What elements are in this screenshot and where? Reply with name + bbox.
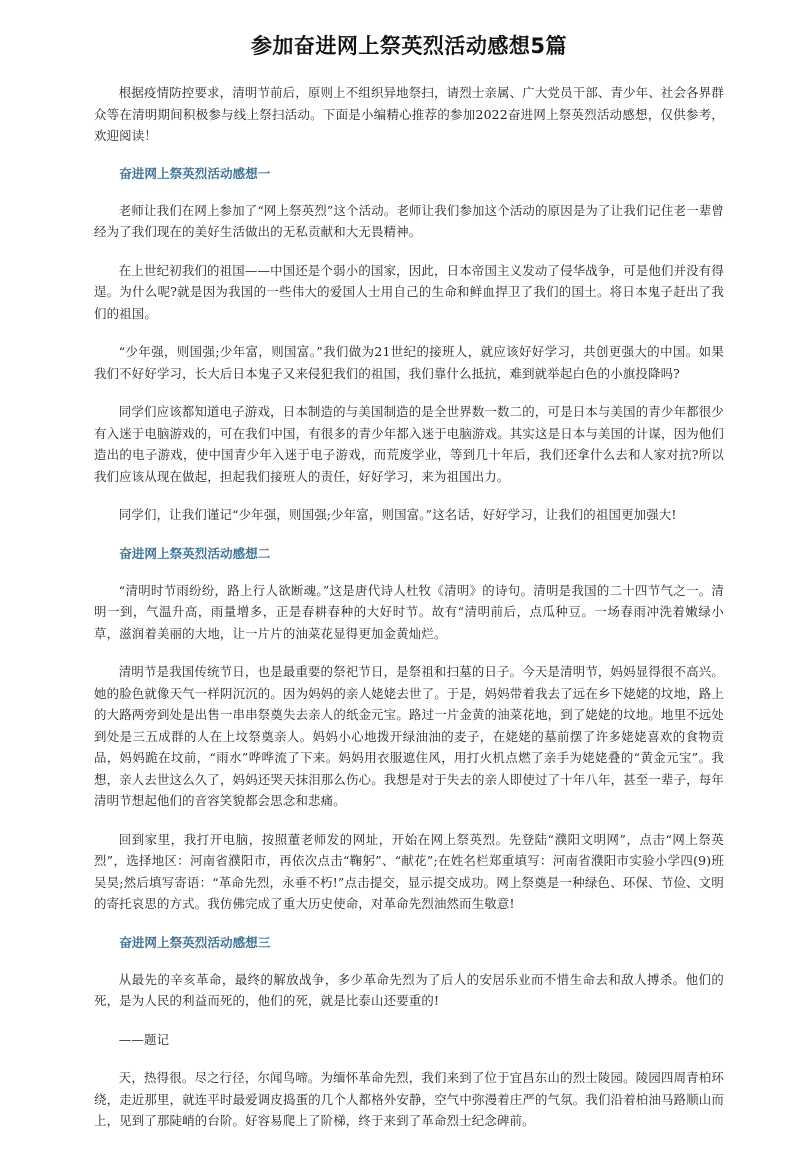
section-paragraph: 在上世纪初我们的祖国——中国还是个弱小的国家，因此，日本帝国主义发动了侵华战争，可是他们并没有得逞。为什么呢?就是因为我国的一些伟大的爱国人士用自己的生命和鲜血捍卫了我们的国土。将日本鬼子赶出了我们的祖国。	[94, 262, 724, 321]
section-paragraph: 同学们，让我们谨记“少年强，则国强;少年富，则国富。”这名话，好好学习，让我们的祖国更加强大!	[118, 507, 677, 522]
document-title: 参加奋进网上祭英烈活动感想5篇	[250, 34, 568, 58]
intro-paragraph: 根据疫情防控要求，清明节前后，原则上不组织异地祭扫，请烈士亲属、广大党员干部、青少年、社会各界群众等在清明期间积极参与线上祭扫活动。下面是小编精心推荐的参加2022奋进网上祭英烈活动感想，仅供参考，欢迎阅读！	[94, 85, 724, 143]
section-paragraph: “清明时节雨纷纷，路上行人欲断魂。”这是唐代诗人杜牧《清明》的诗句。清明是我国的二十四节气之一。清明一到，气温升高，雨量增多，正是春耕春种的大好时节。故有“清明前后，点瓜种豆。一场春雨冲洗着嫩绿小草，滋润着美丽的大地，让一片片的油菜花显得更加金黄灿烂。	[94, 582, 724, 641]
document-page	[94, 30, 724, 1149]
section-3	[94, 932, 724, 1132]
section-paragraph: 从最先的辛亥革命，最终的解放战争，多少革命先烈为了后人的安居乐业而不惜生命去和敌人搏杀。他们的死，是为人民的利益而死的，他们的死，就是比泰山还要重的!	[94, 971, 724, 1008]
section-paragraph: 天，热得很。尽之行径，尔闻鸟啼。为缅怀革命先烈，我们来到了位于宜昌东山的烈士陵园。陵园四周青柏环绕，走近那里，就连平时最爱调皮捣蛋的几个人都格外安静，空气中弥漫着庄严的气氛。我们沿着柏油马路顺山而上，见到了那陡峭的台阶。好容易爬上了阶梯，终于来到了革命烈士纪念碑前。	[94, 1070, 724, 1128]
section-heading: 奋进网上祭英烈活动感想二	[119, 545, 271, 561]
section-heading: 奋进网上祭英烈活动感想三	[119, 934, 271, 950]
section-paragraph: 老师让我们在网上参加了“网上祭英烈”这个活动。老师让我们参加这个活动的原因是为了让我们记住老一辈曾经为了我们现在的美好生活做出的无私贡献和大无畏精神。	[94, 202, 724, 239]
epigraph-label: ——题记	[118, 1031, 170, 1047]
section-paragraph: 清明节是我国传统节日，也是最重要的祭祀节日，是祭祖和扫墓的日子。今天是清明节，妈妈显得很不高兴。她的脸色就像天气一样阴沉沉的。因为妈妈的亲人姥姥去世了。于是，妈妈带着我去了远在乡下姥姥的坟地，路上的大路两旁到处是出售一串串祭奠失去亲人的纸金元宝。路过一片金黄的油菜花地，到了姥姥的坟地。地里不远处到处是三五成群的人在上坟祭奠亲人。妈妈小心地拨开绿油油的麦子，在姥姥的墓前摆了许多姥姥喜欢的食物贡品，妈妈跪在坟前，“雨水”哗哗流了下来。妈妈用衣服遮住风，用打火机点燃了亲手为姥姥叠的“黄金元宝”。我想，亲人去世这么久了，妈妈还哭天抹泪那么伤心。我想是对于失去的亲人即使过了十年八年，甚至一辈子，每年清明节想起他们的音容笑貌都会思念和悲痛。	[94, 664, 724, 808]
section-paragraph: 同学们应该都知道电子游戏，日本制造的与美国制造的是全世界数一数二的，可是日本与美国的青少年都很少有入迷于电脑游戏的，可在我们中国，有很多的青少年都入迷于电脑游戏。其实这是日本与美国的计谋，因为他们造出的电子游戏，使中国青少年入迷于电子游戏，而荒废学业，等到几十年后，我们还拿什么去和人家对抗?所以我们应该从现在做起，担起我们接班人的责任，好好学习，来为祖国出力。	[94, 404, 724, 484]
section-paragraph: 回到家里，我打开电脑，按照董老师发的网址，开始在网上祭英烈。先登陆“濮阳文明网”，点击“网上祭英烈”，选择地区：河南省濮阳市，再依次点击“鞠躬”、“献花”;在姓名栏郑重填写：河南省濮阳市实验小学四(9)班吴昊;然后填写寄语：“革命先烈，永垂不朽!”点击提交，显示提交成功。网上祭奠是一种绿色、环保、节俭、文明的寄托哀思的方式。我仿佛完成了重大历史使命，对革命先烈油然而生敬意!	[94, 831, 724, 911]
section-1	[94, 163, 724, 526]
section-2	[94, 543, 724, 915]
section-paragraph: “少年强，则国强;少年富，则国富。”我们做为21世纪的接班人，就应该好好学习，共创更强大的中国。如果我们不好好学习，长大后日本鬼子又来侵犯我们的祖国，我们靠什么抵抗，难到就举起白色的小旗投降吗?	[94, 344, 724, 381]
section-heading: 奋进网上祭英烈活动感想一	[119, 165, 271, 181]
